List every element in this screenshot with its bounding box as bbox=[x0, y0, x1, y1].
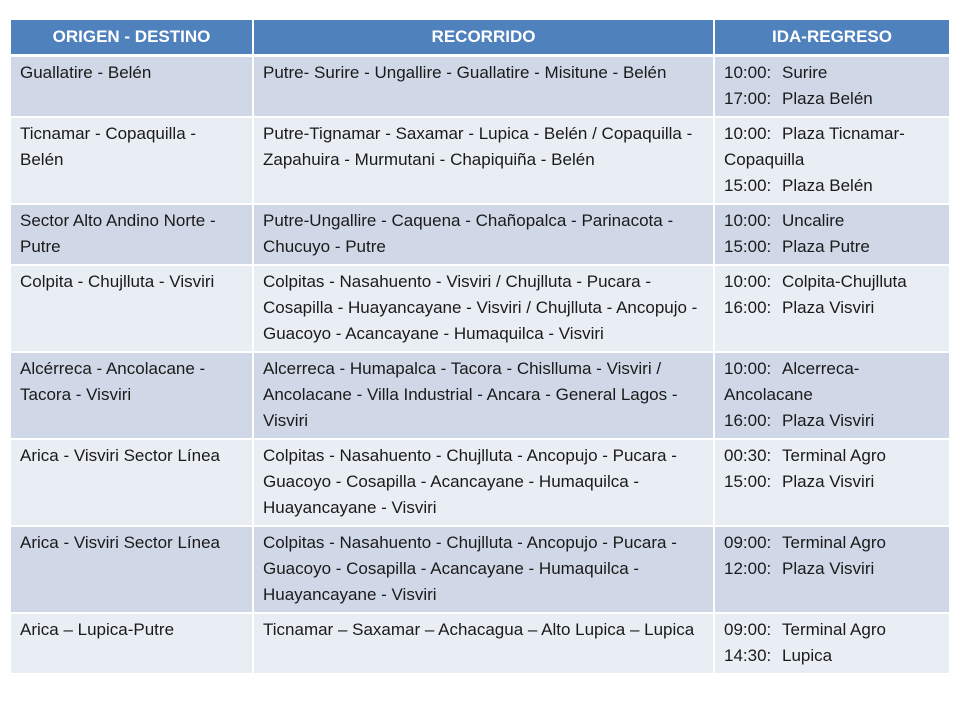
schedule-place: Surire bbox=[782, 63, 828, 82]
schedule-place: Colpita-Chujlluta bbox=[782, 272, 907, 291]
schedule-entry bbox=[724, 269, 941, 295]
schedule-time: 09:00: bbox=[724, 533, 772, 552]
schedule-cell bbox=[714, 439, 949, 526]
table-row bbox=[11, 526, 949, 613]
schedule-time: 16:00: bbox=[724, 411, 772, 430]
schedule-time: 10:00: bbox=[724, 124, 772, 143]
schedule-cell bbox=[714, 265, 949, 352]
schedule-entry bbox=[724, 121, 941, 173]
route-cell: Alcerreca - Humapalca - Tacora - Chislluma - Visviri / Ancolacane - Villa Industrial - Ancara - General Lagos - Visviri bbox=[253, 352, 714, 439]
schedule-place: Plaza Belén bbox=[782, 176, 873, 195]
origin-destination-cell: Colpita - Chujlluta - Visviri bbox=[11, 265, 253, 352]
schedule-time: 10:00: bbox=[724, 211, 772, 230]
table-row bbox=[11, 265, 949, 352]
table-row bbox=[11, 439, 949, 526]
route-cell: Putre- Surire - Ungallire - Guallatire - Misitune - Belén bbox=[253, 56, 714, 118]
schedule-time: 12:00: bbox=[724, 559, 772, 578]
header-origin-destination: ORIGEN - DESTINO bbox=[11, 20, 253, 56]
schedule-cell bbox=[714, 613, 949, 674]
schedule-entry bbox=[724, 60, 941, 86]
schedule-cell bbox=[714, 352, 949, 439]
origin-destination-cell: Arica - Visviri Sector Línea bbox=[11, 526, 253, 613]
schedule-entry bbox=[724, 356, 941, 408]
schedule-entry bbox=[724, 530, 941, 556]
schedule-entry bbox=[724, 443, 941, 469]
table-row bbox=[11, 204, 949, 265]
schedule-time: 00:30: bbox=[724, 446, 772, 465]
schedule-place: Terminal Agro bbox=[782, 446, 886, 465]
table-body bbox=[11, 56, 949, 675]
schedule-place: Terminal Agro bbox=[782, 620, 886, 639]
table-row bbox=[11, 613, 949, 674]
table-row bbox=[11, 117, 949, 204]
schedule-entry bbox=[724, 295, 941, 321]
table-row bbox=[11, 352, 949, 439]
schedule-entry bbox=[724, 617, 941, 643]
route-schedule-table bbox=[11, 20, 949, 675]
schedule-place: Plaza Putre bbox=[782, 237, 870, 256]
table-header bbox=[11, 20, 949, 56]
schedule-time: 10:00: bbox=[724, 272, 772, 291]
schedule-time: 15:00: bbox=[724, 472, 772, 491]
origin-destination-cell: Alcérreca - Ancolacane - Tacora - Visviri bbox=[11, 352, 253, 439]
schedule-place: Plaza Visviri bbox=[782, 559, 875, 578]
schedule-place: Plaza Belén bbox=[782, 89, 873, 108]
origin-destination-cell: Ticnamar - Copaquilla - Belén bbox=[11, 117, 253, 204]
schedule-place: Uncalire bbox=[782, 211, 845, 230]
schedule-time: 10:00: bbox=[724, 359, 772, 378]
schedule-time: 15:00: bbox=[724, 176, 772, 195]
schedule-place: Plaza Visviri bbox=[782, 411, 875, 430]
schedule-entry bbox=[724, 86, 941, 112]
route-cell: Colpitas - Nasahuento - Chujlluta - Ancopujo - Pucara - Guacoyo - Cosapilla - Acancayane - Humaquilca - Huayancayane - Visviri bbox=[253, 526, 714, 613]
origin-destination-cell: Guallatire - Belén bbox=[11, 56, 253, 118]
schedule-time: 15:00: bbox=[724, 237, 772, 256]
route-cell: Colpitas - Nasahuento - Chujlluta - Ancopujo - Pucara - Guacoyo - Cosapilla - Acancayane - Humaquilca - Huayancayane - Visviri bbox=[253, 439, 714, 526]
schedule-cell bbox=[714, 526, 949, 613]
header-route: RECORRIDO bbox=[253, 20, 714, 56]
schedule-cell bbox=[714, 117, 949, 204]
schedule-time: 14:30: bbox=[724, 646, 772, 665]
schedule-entry bbox=[724, 208, 941, 234]
schedule-place: Plaza Visviri bbox=[782, 298, 875, 317]
table-row bbox=[11, 56, 949, 118]
route-cell: Putre-Ungallire - Caquena - Chañopalca - Parinacota - Chucuyo - Putre bbox=[253, 204, 714, 265]
schedule-entry bbox=[724, 234, 941, 260]
schedule-place: Plaza Visviri bbox=[782, 472, 875, 491]
schedule-entry bbox=[724, 556, 941, 582]
schedule-cell bbox=[714, 56, 949, 118]
route-cell: Ticnamar – Saxamar – Achacagua – Alto Lupica – Lupica bbox=[253, 613, 714, 674]
origin-destination-cell: Sector Alto Andino Norte - Putre bbox=[11, 204, 253, 265]
schedule-cell bbox=[714, 204, 949, 265]
schedule-place: Lupica bbox=[782, 646, 833, 665]
schedule-entry bbox=[724, 173, 941, 199]
schedule-entry bbox=[724, 408, 941, 434]
origin-destination-cell: Arica – Lupica-Putre bbox=[11, 613, 253, 674]
schedule-time: 10:00: bbox=[724, 63, 772, 82]
schedule-time: 16:00: bbox=[724, 298, 772, 317]
schedule-time: 09:00: bbox=[724, 620, 772, 639]
schedule-entry bbox=[724, 469, 941, 495]
route-cell: Putre-Tignamar - Saxamar - Lupica - Belén / Copaquilla - Zapahuira - Murmutani - Chapiquiña - Belén bbox=[253, 117, 714, 204]
header-row bbox=[11, 20, 949, 56]
schedule-time: 17:00: bbox=[724, 89, 772, 108]
route-cell: Colpitas - Nasahuento - Visviri / Chujlluta - Pucara - Cosapilla - Huayancayane - Visviri / Chujlluta - Ancopujo - Guacoyo - Acancayane - Humaquilca - Visviri bbox=[253, 265, 714, 352]
schedule-place: Plaza Ticnamar-Copaquilla bbox=[724, 124, 905, 169]
origin-destination-cell: Arica - Visviri Sector Línea bbox=[11, 439, 253, 526]
header-outbound-return: IDA-REGRESO bbox=[714, 20, 949, 56]
schedule-place: Terminal Agro bbox=[782, 533, 886, 552]
schedule-entry bbox=[724, 643, 941, 669]
schedule-place: Alcerreca-Ancolacane bbox=[724, 359, 860, 404]
